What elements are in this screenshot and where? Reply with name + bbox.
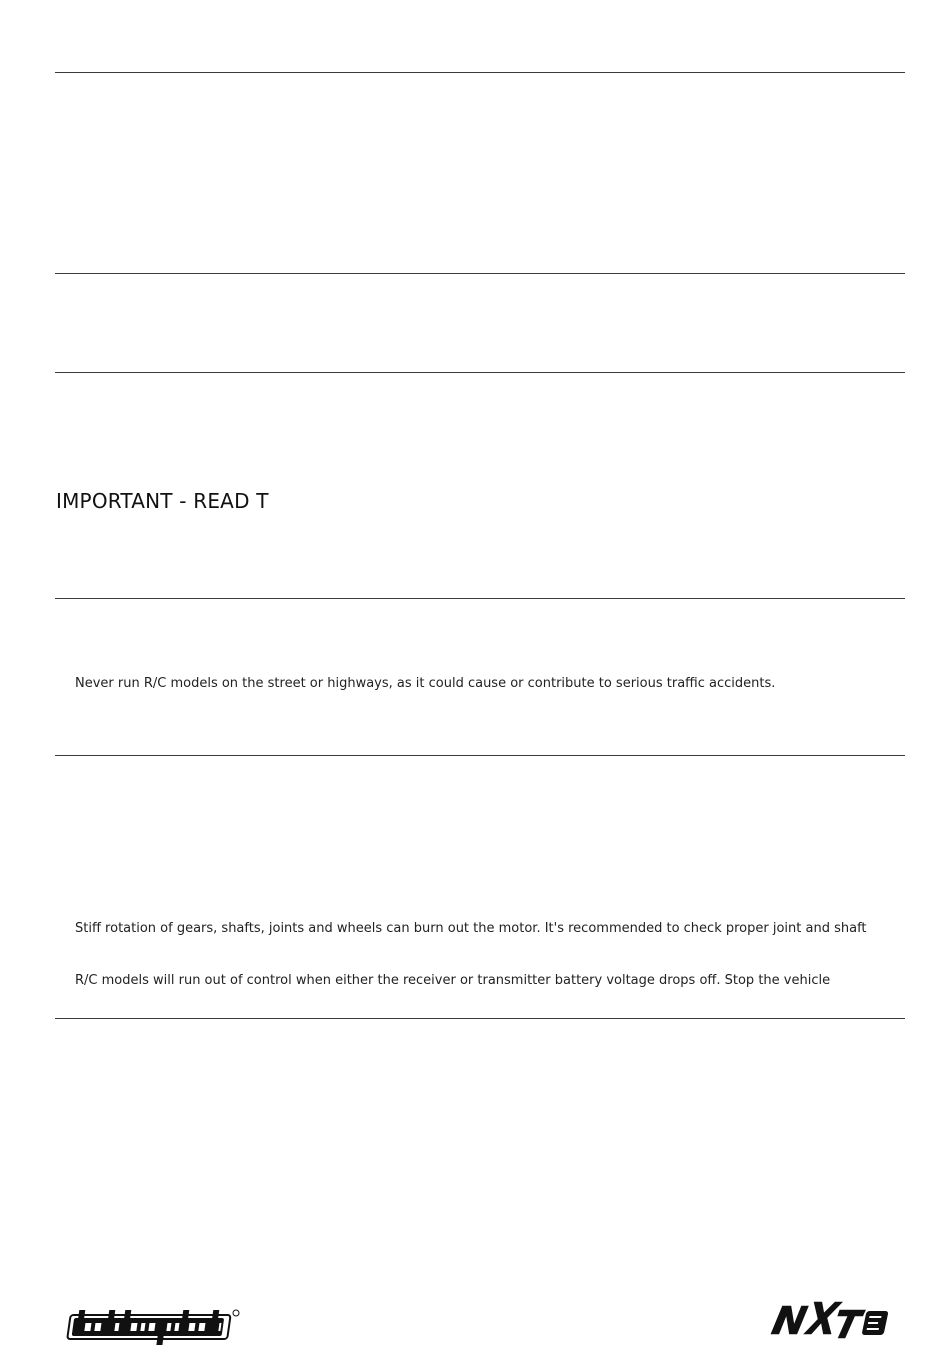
section-divider: [55, 755, 905, 756]
stiff-rotation-text: Stiff rotation of gears, shafts, joints and wheels can burn out the motor. It's recommended to check proper joint and shaft: [75, 921, 867, 936]
section-heading: IMPORTANT - READ T: [56, 489, 269, 513]
section-divider: [55, 1018, 905, 1019]
nxt-logo: [766, 1295, 894, 1345]
street-warning-text: Never run R/C models on the street or highways, as it could cause or contribute to serious traffic accidents.: [75, 676, 776, 691]
hobbytech-logo: [66, 1305, 241, 1347]
section-divider: [55, 72, 905, 73]
section-divider: [55, 598, 905, 599]
section-divider: [55, 372, 905, 373]
battery-warning-text: R/C models will run out of control when either the receiver or transmitter battery voltage drops off. Stop the vehicle: [75, 973, 831, 988]
section-divider: [55, 273, 905, 274]
